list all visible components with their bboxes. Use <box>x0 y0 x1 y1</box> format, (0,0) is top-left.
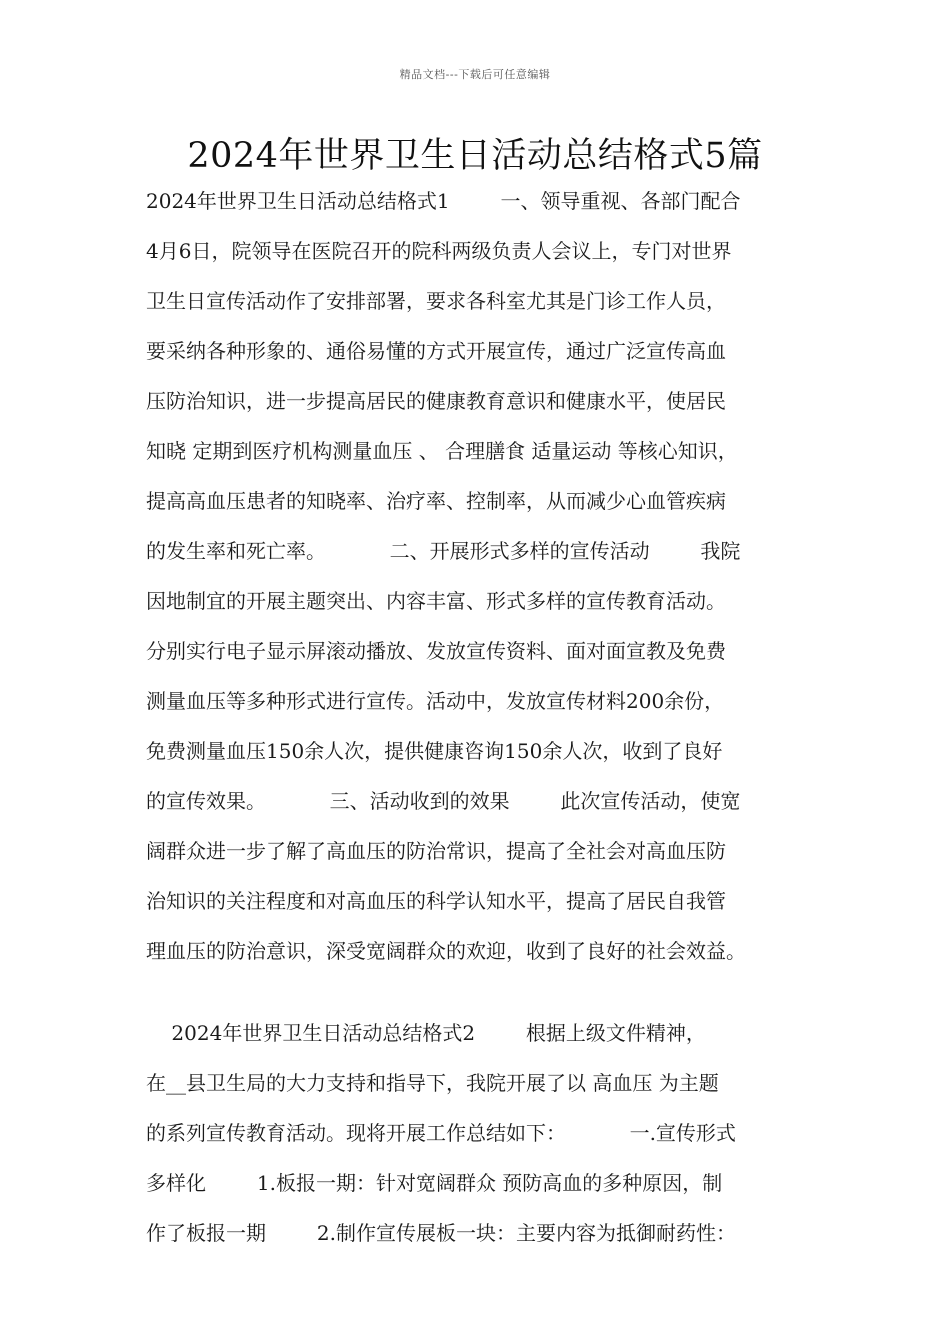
body-line: 知晓 定期到医疗机构测量血压 、 合理膳食 适量运动 等核心知识， <box>146 439 738 463</box>
header-note: 精品文档---下载后可任意编辑 <box>399 68 551 81</box>
body-line: 因地制宜的开展主题突出、内容丰富、形式多样的宣传教育活动。 <box>146 589 726 613</box>
paragraph-gap <box>146 981 826 1013</box>
document-body <box>146 181 826 1263</box>
body-line: 作了板报一期 2.制作宣传展板一块：主要内容为抵御耐药性： <box>146 1221 736 1245</box>
body-line: 提高高血压患者的知晓率、治疗率、控制率，从而减少心血管疾病 <box>146 489 726 513</box>
body-line: 多样化 1.板报一期：针对宽阔群众 预防高血的多种原因，制 <box>146 1171 723 1195</box>
body-line: 的宣传效果。 三、活动收到的效果 此次宣传活动，使宽 <box>146 789 741 813</box>
document-title: 2024年世界卫生日活动总结格式5篇 <box>187 136 763 176</box>
body-line: 要采纳各种形象的、通俗易懂的方式开展宣传，通过广泛宣传高血 <box>146 339 726 363</box>
body-line: 治知识的关注程度和对高血压的科学认知水平，提高了居民自我管 <box>146 889 726 913</box>
body-line: 2024年世界卫生日活动总结格式1 一、领导重视、各部门配合 <box>146 189 741 213</box>
body-line: 在__县卫生局的大力支持和指导下，我院开展了以 高血压 为主题 <box>146 1071 719 1095</box>
body-line: 压防治知识，进一步提高居民的健康教育意识和健康水平，使居民 <box>146 389 726 413</box>
body-line: 测量血压等多种形式进行宣传。活动中，发放宣传材料200余份， <box>146 689 725 713</box>
body-line: 的发生率和死亡率。 二、开展形式多样的宣传活动 我院 <box>146 539 741 563</box>
body-line: 免费测量血压150余人次，提供健康咨询150余人次，收到了良好 <box>146 739 723 763</box>
body-line: 2024年世界卫生日活动总结格式2 根据上级文件精神， <box>146 1021 706 1045</box>
body-line: 的系列宣传教育活动。现将开展工作总结如下： 一.宣传形式 <box>146 1121 736 1145</box>
body-line: 阔群众进一步了解了高血压的防治常识，提高了全社会对高血压防 <box>146 839 726 863</box>
body-line: 4月6日，院领导在医院召开的院科两级负责人会议上，专门对世界 <box>146 239 732 263</box>
body-line: 理血压的防治意识，深受宽阔群众的欢迎，收到了良好的社会效益。 <box>146 939 746 963</box>
body-line: 卫生日宣传活动作了安排部署，要求各科室尤其是门诊工作人员， <box>146 289 726 313</box>
body-line: 分别实行电子显示屏滚动播放、发放宣传资料、面对面宣教及免费 <box>146 639 726 663</box>
